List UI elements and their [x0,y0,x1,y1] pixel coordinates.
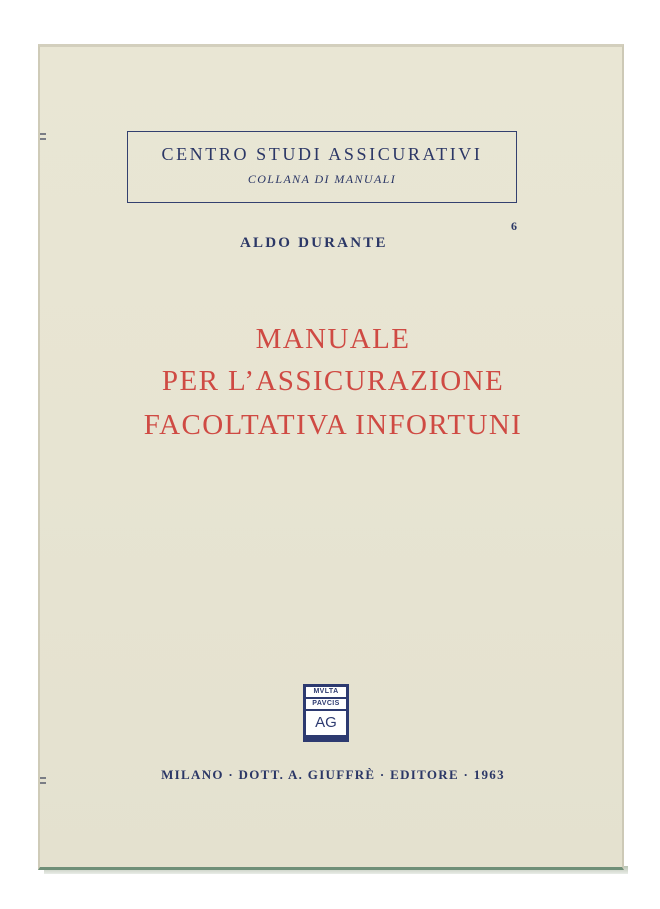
book-title-line-2: PER L’ASSICURAZIONE [161,365,505,397]
spine-tick-top [40,133,46,135]
series-number: 6 [511,219,517,233]
series-box [127,131,517,203]
book-title-line-1: MANUALE [255,323,411,355]
logo-motto-line-2: PAVCIS [306,699,346,709]
book-title-line-3: FACOLTATIVA INFORTUNI [143,409,523,441]
author-name: ALDO DURANTE [240,235,388,251]
series-subtitle: COLLANA DI MANUALI [247,172,397,186]
book-cover [38,44,624,870]
spine-tick-top-2 [40,138,46,140]
series-title: CENTRO STUDI ASSICURATIVI [161,144,483,164]
logo-monogram: AG [306,711,346,735]
publisher-imprint: MILANO · DOTT. A. GIUFFRÈ · EDITORE · 1963 [161,767,505,782]
publisher-logo [303,684,349,742]
logo-motto-line-1: MVLTA [306,687,346,697]
